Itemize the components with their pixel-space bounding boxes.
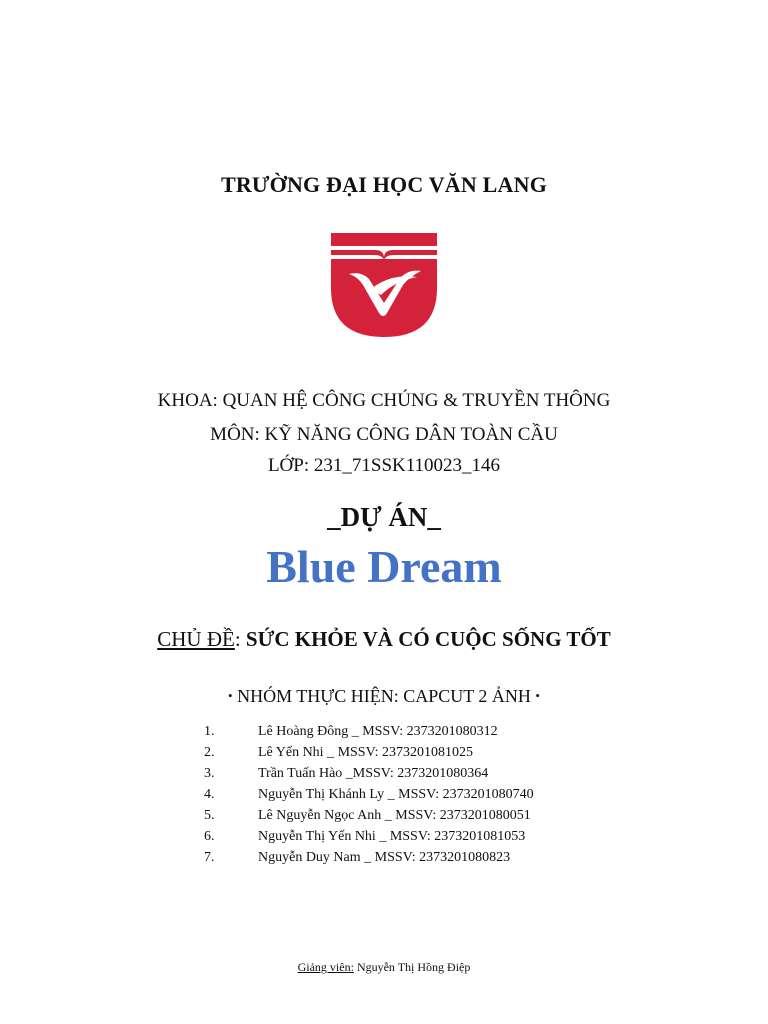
member-number: 6. [204, 829, 215, 844]
member-number: 4. [204, 787, 215, 802]
logo-book-icon [331, 250, 437, 260]
member-number: 2. [204, 745, 215, 760]
member-number: 3. [204, 766, 215, 781]
member-info: Nguyễn Duy Nam _ MSSV: 2373201080823 [258, 850, 511, 865]
bullet-icon: • [535, 688, 540, 703]
topic-value: SỨC KHỎE VÀ CÓ CUỘC SỐNG TỐT [245, 627, 611, 651]
member-info: Nguyễn Thị Yến Nhi _ MSSV: 2373201081053 [258, 829, 526, 844]
member-info: Lê Hoàng Đông _ MSSV: 2373201080312 [258, 724, 498, 739]
topic-line [0, 627, 768, 652]
member-info: Nguyễn Thị Khánh Ly _ MSSV: 2373201080740 [258, 787, 534, 802]
faculty-line: KHOA: QUAN HỆ CÔNG CHÚNG & TRUYỀN THÔNG [157, 390, 611, 411]
member-number: 7. [204, 850, 215, 865]
topic-separator: : [234, 627, 246, 651]
lecturer-name: Nguyễn Thị Hồng Điệp [356, 960, 471, 974]
bullet-icon: • [228, 688, 233, 703]
topic-label: CHỦ ĐỀ [157, 627, 235, 651]
lecturer-label: Giảng viên: [297, 960, 354, 974]
member-info: Lê Yến Nhi _ MSSV: 2373201081025 [258, 745, 474, 760]
member-info: Lê Nguyễn Ngọc Anh _ MSSV: 2373201080051 [258, 808, 531, 823]
member-number: 1. [204, 724, 215, 739]
group-name: NHÓM THỰC HIỆN: CAPCUT 2 ẢNH [237, 686, 531, 706]
lecturer-line [0, 960, 768, 975]
member-info: Trần Tuấn Hào _MSSV: 2373201080364 [258, 766, 489, 781]
subject-line: MÔN: KỸ NĂNG CÔNG DÂN TOÀN CẦU [210, 424, 558, 445]
class-line: LỚP: 231_71SSK110023_146 [267, 455, 501, 476]
member-number: 5. [204, 808, 215, 823]
logo-top-band [331, 233, 437, 246]
group-line [0, 686, 768, 707]
university-logo [331, 233, 437, 337]
logo-shield [331, 259, 437, 337]
university-name: TRƯỜNG ĐẠI HỌC VĂN LANG [220, 172, 548, 197]
project-label: _DỰ ÁN_ [327, 502, 441, 532]
project-name: Blue Dream [266, 541, 502, 592]
